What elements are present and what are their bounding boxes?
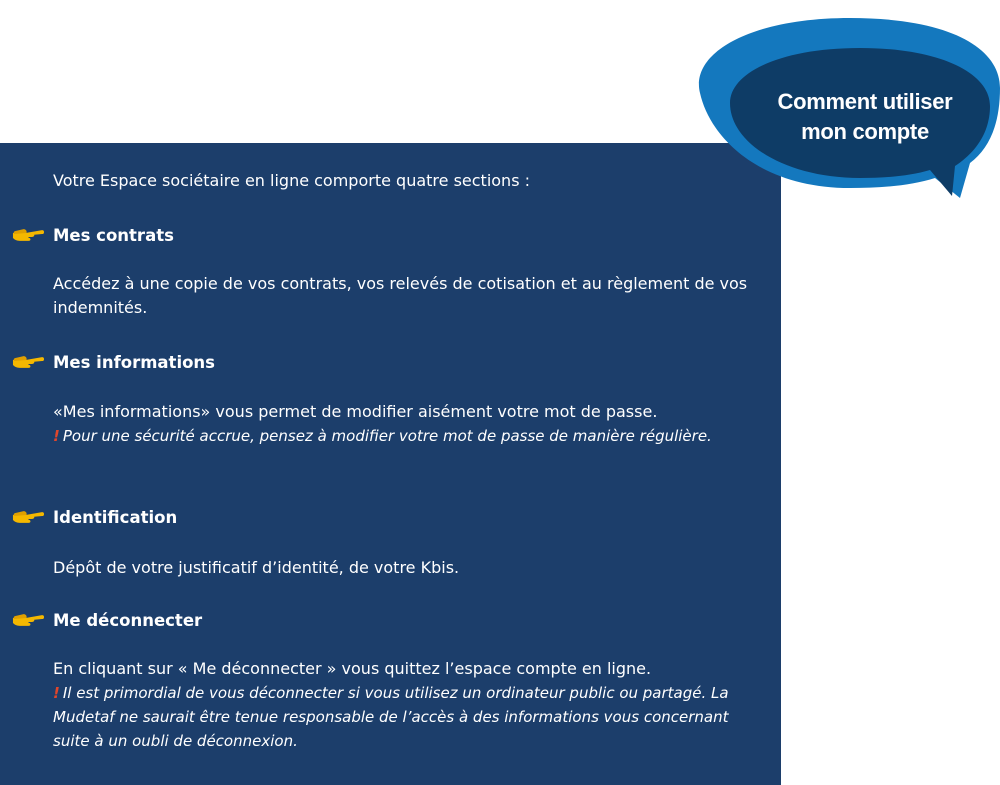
badge-title (740, 87, 990, 147)
security-note (53, 424, 763, 448)
security-note-text: Pour une sécurité accrue, pensez à modifier votre mot de passe de manière régulière. (62, 427, 712, 445)
section-title-text: Me déconnecter (53, 610, 203, 630)
content-panel (0, 143, 781, 785)
pointing-hand-icon (12, 353, 45, 371)
warning-mark: ! (53, 684, 60, 702)
section-title-text: Mes contrats (53, 225, 174, 245)
section-title-mes-informations[interactable] (12, 349, 215, 375)
section-title-text: Mes informations (53, 352, 216, 372)
section-body-mes-contrats: Accédez à une copie de vos contrats, vos relevés de cotisation et au règlement de vos indemnités. (53, 274, 748, 317)
section-title-me-deconnecter[interactable] (12, 607, 202, 633)
warning-mark: ! (53, 427, 60, 445)
section-body-mes-informations (53, 400, 763, 448)
disconnect-note (53, 681, 763, 753)
pointing-hand-icon (12, 611, 45, 629)
section-body-me-deconnecter (53, 657, 763, 753)
badge-title-line-2: mon compte (801, 119, 929, 144)
section-title-text: Identification (53, 507, 178, 527)
intro-text: Votre Espace sociétaire en ligne comporte quatre sections : (53, 171, 530, 190)
pointing-hand-icon (12, 226, 45, 244)
badge-title-line-1: Comment utiliser (777, 89, 953, 114)
pointing-hand-icon (12, 508, 45, 526)
section-body-text: En cliquant sur « Me déconnecter » vous quittez l’espace compte en ligne. (53, 659, 652, 678)
section-body-text: «Mes informations» vous permet de modifier aisément votre mot de passe. (53, 402, 658, 421)
section-title-mes-contrats[interactable] (12, 222, 174, 248)
disconnect-note-text: Il est primordial de vous déconnecter si vous utilisez un ordinateur public ou partagé. La Mudetaf ne saurait être tenue responsable de l’accès à des informations vous concernant suite à un oubli de déconnexion. (53, 684, 729, 750)
section-title-identification[interactable] (12, 504, 177, 530)
section-body-identification: Dépôt de votre justificatif d’identité, de votre Kbis. (53, 558, 460, 577)
